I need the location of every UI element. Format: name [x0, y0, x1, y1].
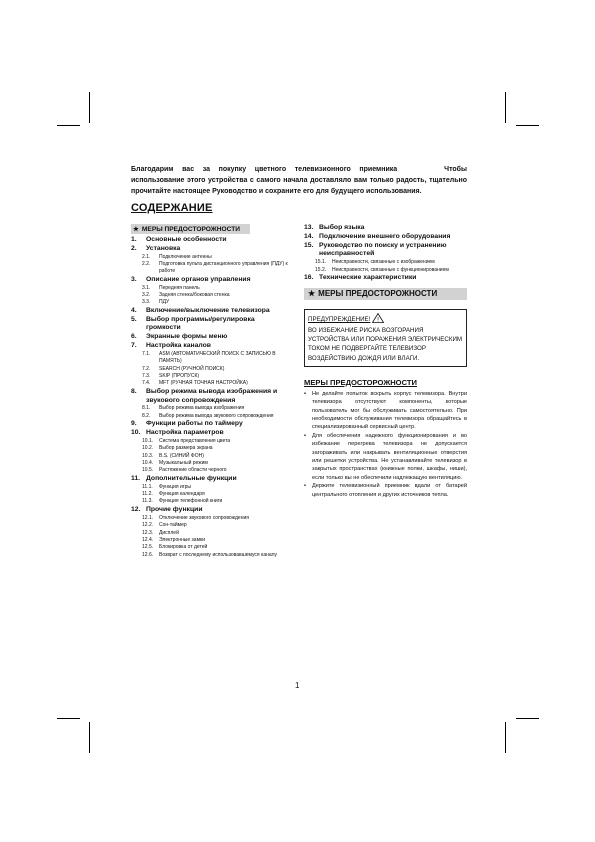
toc-entry-title: Включение/выключение телевизора: [146, 306, 270, 314]
toc-subentry: [131, 460, 291, 467]
toc-subentry-title: Возврат с последнему использовавшемуся каналу: [159, 551, 278, 558]
toc-subentry-title: Выбор размера экрана: [159, 445, 213, 452]
toc-subentry: [131, 530, 291, 537]
toc-subentry-number: 8.1.: [142, 405, 151, 412]
toc-subentry-title: Растяжение области черного: [159, 467, 227, 474]
toc-entry-number: 11.: [131, 474, 141, 482]
crop-mark: [57, 125, 80, 126]
toc-subentry-title: Подключение антенны: [159, 253, 212, 260]
toc-subentry-number: 3.3.: [142, 299, 151, 306]
toc-subentry-title: B.S. (СИНИЙ ФОН): [159, 452, 204, 459]
toc-subentry-title: Блокировка от детей: [159, 544, 208, 551]
toc-entry-title: Выбор языка: [319, 224, 365, 231]
crop-mark: [89, 722, 90, 753]
star-icon: ★: [308, 289, 316, 299]
toc-entry: [304, 224, 467, 233]
toc-entry-title: Настройка каналов: [146, 342, 211, 350]
toc-entry: [304, 274, 467, 283]
crop-mark: [516, 718, 539, 719]
toc-entry-number: 7.: [131, 342, 137, 350]
toc-subentry-number: 2.1.: [142, 253, 151, 260]
toc-subentry-number: 10.2.: [142, 445, 154, 452]
page-number: 1: [295, 681, 300, 690]
toc-subentry-title: Функция игры: [159, 483, 191, 490]
toc-entry-number: 15.: [304, 241, 314, 249]
toc-subentry: [131, 515, 291, 522]
toc-subentry: [131, 552, 291, 559]
toc-subentry-title: Неисправности, связанные с функционированием: [332, 266, 449, 273]
toc-subentry-title: Выбор режима вывода звукового сопровождения: [159, 412, 274, 419]
toc-entry: [131, 506, 291, 515]
crop-mark: [57, 718, 80, 719]
toc-entry-number: 12.: [131, 505, 141, 513]
toc-subentry-title: Неисправности, связанные с изображением: [332, 259, 435, 266]
toc-subentry-number: 12.4.: [142, 536, 154, 543]
toc-entry-title: Выбор программы/регулировка громкости: [146, 315, 255, 332]
intro-text-part1: Благодарим вас за покупку цветного телевизионного приемника: [131, 166, 398, 173]
toc-entry: [131, 333, 291, 342]
toc-subentry: [131, 299, 291, 306]
toc-subentry: [131, 285, 291, 292]
toc-subentry-number: 12.3.: [142, 529, 154, 536]
toc-subentry-number: 11.3.: [142, 498, 153, 505]
precautions-heading: МЕРЫ ПРЕДОСТОРОЖНОСТИ: [304, 377, 417, 387]
toc-subentry-number: 15.2.: [315, 266, 327, 273]
toc-entry-title: Подключение внешнего оборудования: [319, 232, 451, 240]
toc-entry: [131, 388, 291, 406]
toc-entry-number: 5.: [131, 315, 137, 323]
precaution-text: Держите телевизионный приемник вдали от батарей центрального отопления и других источников тепла.: [312, 483, 467, 498]
toc-subentry: [304, 259, 467, 266]
toc-entry-title: Технические характеристики: [319, 274, 417, 281]
toc-subentry: [131, 445, 291, 452]
toc-entry-number: 3.: [131, 275, 137, 283]
toc-entry: [131, 245, 291, 254]
toc-entry: [131, 307, 291, 316]
toc-subentry-title: SEARCH (РУЧНОЙ ПОИСК): [159, 365, 225, 372]
toc-right-column: [304, 224, 467, 499]
toc-subentry-title: Подготовка пульта дистанционного управления (ПДУ) к работе: [159, 261, 288, 275]
toc-subentry-number: 10.1.: [142, 437, 154, 444]
toc-subentry: [131, 453, 291, 460]
toc-subentry: [131, 366, 291, 373]
bullet-icon: •: [304, 483, 306, 490]
precaution-item: [304, 432, 467, 482]
crop-mark: [516, 125, 539, 126]
toc-subentry-number: 12.1.: [142, 514, 154, 521]
toc-subentry-number: 7.1.: [142, 350, 151, 357]
toc-subentry: [131, 484, 291, 491]
toc-entry: [131, 420, 291, 429]
warning-box: [304, 309, 467, 367]
toc-title: СОДЕРЖАНИЕ: [131, 202, 213, 214]
toc-entry-number: 1.: [131, 236, 137, 243]
toc-subentry-number: 2.2.: [142, 261, 151, 267]
toc-subentry-title: Функция телефонной книги: [159, 498, 223, 505]
warning-triangle-icon: [372, 313, 384, 326]
toc-subentry: [131, 405, 291, 412]
toc-entry-number: 8.: [131, 387, 137, 395]
toc-subentry-title: Передняя панель: [159, 284, 200, 291]
precautions-banner: [304, 288, 467, 300]
toc-entry: [131, 429, 291, 438]
precaution-text: Для обеспечения надежного функционирования и во избежание перегрева телевизора не допускается загораживать или накрывать вентиляционные отверстия или решетки устройства. Не устанавливайте телевизор в закрытых пространствах (книжные полки, шкафы, ниши), если только вы не обеспечили надлежащую вентиляцию.: [312, 432, 467, 481]
toc-entry-number: 2.: [131, 244, 137, 252]
toc-subentry-number: 10.3.: [142, 452, 154, 459]
toc-subentry-number: 12.5.: [142, 544, 154, 551]
toc-entry-title: Прочие функции: [146, 505, 203, 513]
warning-label: ПРЕДУПРЕЖДЕНИЕ!: [308, 315, 371, 323]
toc-entry-title: Основные особенности: [146, 236, 227, 243]
toc-entry-title: Установка: [146, 244, 181, 252]
toc-subentry-number: 11.2.: [142, 491, 153, 498]
intro-paragraph: [131, 164, 467, 198]
toc-subentry-number: 8.2.: [142, 412, 151, 419]
toc-subentry-number: 7.3.: [142, 373, 151, 380]
svg-text:!: !: [377, 316, 380, 323]
toc-subentry: [131, 522, 291, 529]
toc-entry-title: Дополнительные функции: [146, 474, 237, 482]
toc-subentry: [131, 261, 291, 276]
toc-entry-title: Руководство по поиску и устранению неисправностей: [319, 241, 447, 258]
warning-text: ВО ИЗБЕЖАНИЕ РИСКА ВОЗГОРАНИЯ УСТРОЙСТВА ИЛИ ПОРАЖЕНИЯ ЭЛЕКТРИЧЕСКИМ ТОКОМ НЕ ПОДВЕРГАЙТЕ ТЕЛЕВИЗОР ВОЗДЕЙСТВИЮ ДОЖДЯ ИЛИ ВЛАГИ.: [308, 327, 463, 362]
toc-subentry: [131, 544, 291, 551]
toc-subentry-title: Дисплей: [159, 529, 179, 536]
bullet-icon: •: [304, 432, 306, 439]
toc-subentry-number: 3.2.: [142, 292, 151, 299]
toc-subentry: [131, 537, 291, 544]
toc-entry-title: Экранные формы меню: [146, 333, 228, 341]
toc-entry: [131, 316, 291, 334]
precautions-list: [304, 390, 467, 499]
toc-subentry: [131, 498, 291, 505]
bullet-icon: •: [304, 390, 306, 397]
toc-entry: [304, 242, 467, 260]
toc-subentry-title: SKIP (ПРОПУСК): [159, 373, 200, 380]
toc-subentry-number: 10.5.: [142, 467, 154, 474]
toc-entry-title: Настройка параметров: [146, 429, 224, 437]
precaution-text: Не делайте попыток вскрыть корпус телевизора. Внутри телевизора отсутствуют компоненты, которые пользователь мог бы обслуживать самостоятельно. При необходимости обслуживания телевизора обращайтесь в специализированный сервисный центр.: [312, 390, 467, 431]
toc-safety-banner-label: МЕРЫ ПРЕДОСТОРОЖНОСТИ: [141, 225, 241, 233]
toc-subentry-number: 10.4.: [142, 460, 154, 467]
toc-subentry-number: 15.1.: [315, 259, 327, 266]
crop-mark: [505, 722, 506, 753]
toc-entry-number: 9.: [131, 420, 137, 428]
toc-subentry-title: Функция календаря: [159, 491, 205, 498]
toc-subentry: [304, 267, 467, 274]
toc-subentry-title: MFT (РУЧНАЯ ТОЧНАЯ НАСТРОЙКА): [159, 380, 248, 387]
intro-text-part2: Чтобы использование этого устройства с самого начала доставляло вам только радость, тщательно прочитайте настоящее Руководство и сохраните его для будущего использования.: [131, 166, 467, 196]
toc-subentry-title: Отключение звукового сопровождения: [159, 514, 249, 521]
toc-left-column: [131, 224, 291, 559]
toc-subentry-title: Выбор режима вывода изображения: [159, 405, 245, 412]
toc-subentry: [131, 292, 291, 299]
toc-subentry: [131, 438, 291, 445]
toc-subentry: [131, 351, 291, 366]
precaution-item: [304, 482, 467, 499]
toc-entry-number: 10.: [131, 429, 141, 437]
toc-list: [131, 236, 291, 559]
toc-subentry-number: 7.4.: [142, 380, 151, 387]
toc-subentry-title: Электронные замки: [159, 536, 205, 543]
toc-subentry-number: 3.1.: [142, 284, 151, 291]
precautions-banner-label: МЕРЫ ПРЕДОСТОРОЖНОСТИ: [318, 289, 438, 299]
toc-entry-title: Описание органов управления: [146, 275, 251, 283]
crop-mark: [505, 92, 506, 123]
toc-entry-number: 13.: [304, 224, 314, 231]
toc-subentry-number: 11.1.: [142, 483, 153, 490]
toc-entry-number: 14.: [304, 232, 314, 240]
toc-subentry-number: 12.2.: [142, 522, 154, 529]
toc-subentry-title: Музыкальный режим: [159, 460, 208, 467]
toc-list: [304, 224, 467, 283]
toc-subentry: [131, 467, 291, 474]
toc-entry: [131, 276, 291, 285]
toc-subentry-number: 7.2.: [142, 365, 151, 372]
toc-entry: [131, 475, 291, 484]
star-icon: ★: [133, 226, 139, 233]
toc-subentry-number: 12.6.: [142, 551, 154, 558]
toc-entry-number: 16.: [304, 274, 314, 281]
toc-entry-title: Функции работы по таймеру: [146, 420, 243, 428]
toc-entry-number: 6.: [131, 333, 137, 341]
toc-entry: [131, 342, 291, 351]
toc-subentry-title: Задняя стенка/боковая стенка: [159, 292, 230, 299]
toc-safety-banner: [131, 224, 250, 234]
toc-entry-number: 4.: [131, 306, 137, 314]
toc-subentry: [131, 380, 291, 387]
toc-entry: [304, 233, 467, 242]
toc-subentry-title: ASM (АВТОМАТИЧЕСКИЙ ПОИСК С ЗАПИСЬЮ В ПАМЯТЬ): [159, 350, 276, 365]
precaution-item: [304, 390, 467, 432]
toc-subentry: [131, 254, 291, 261]
crop-mark: [89, 92, 90, 123]
toc-entry-title: Выбор режима вывода изображения и звукового сопровождения: [146, 387, 278, 404]
toc-subentry-title: Система представления цвета: [159, 437, 231, 444]
toc-entry: [131, 236, 291, 245]
toc-subentry-title: ПДУ: [159, 299, 170, 306]
toc-subentry-title: Сон-таймер: [159, 522, 187, 529]
